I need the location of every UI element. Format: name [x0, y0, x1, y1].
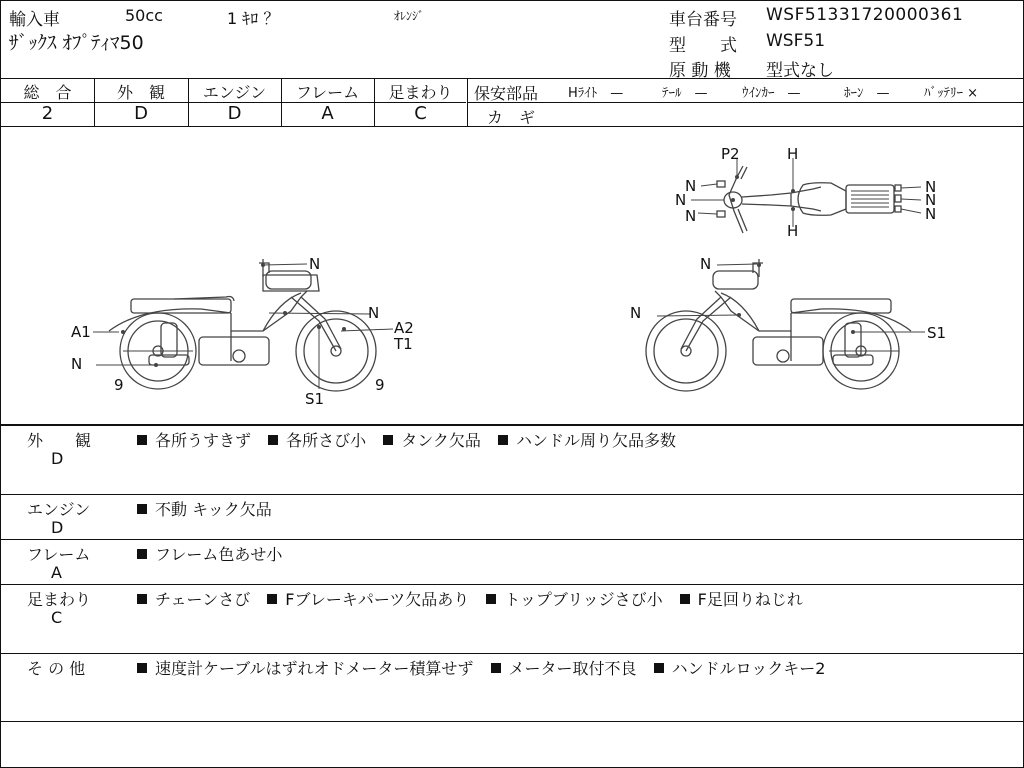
divider: [1, 539, 1023, 540]
detail-item: ハンドルロックキー2: [671, 659, 826, 678]
model-name: ｻﾞｯｸｽ ｵﾌﾟﾃｨﾏ50: [9, 32, 144, 54]
safety-winker: ｳｲﾝｶｰ —: [742, 86, 801, 101]
diagram-label-h-top: H: [787, 145, 799, 163]
bullet-icon: [268, 435, 278, 445]
diagram-label-t1: T1: [394, 335, 413, 353]
divider: [1, 584, 1023, 585]
bullet-icon: [680, 594, 690, 604]
detail-item: ハンドル周り欠品多数: [516, 431, 677, 450]
grade-engine-label: エンジン: [202, 83, 267, 102]
bullet-icon: [137, 594, 147, 604]
diagram-label-a1: A1: [71, 323, 91, 341]
engine-type-value: 型式なし: [766, 61, 834, 81]
detail-item: Fブレーキパーツ欠品あり: [285, 590, 470, 609]
diagram-label-n: N: [925, 178, 937, 196]
bullet-icon: [137, 435, 147, 445]
diagram-label-n: N: [685, 177, 697, 195]
diagram-label-n-top: N: [309, 255, 321, 273]
detail-grade: D: [51, 449, 64, 468]
divider: [1, 721, 1023, 722]
grade-suspension-label: 足まわり: [388, 83, 453, 102]
detail-label: 外 観: [27, 431, 92, 450]
grade-overall-label: 総 合: [23, 83, 72, 102]
safety-tail: ﾃｰﾙ —: [662, 86, 708, 101]
detail-item: メーター取付不良: [508, 659, 637, 678]
model-code-value: WSF51: [766, 31, 826, 51]
bullet-icon: [498, 435, 508, 445]
top-view-motorcycle: [691, 158, 921, 233]
safety-key: カ ギ: [487, 108, 536, 127]
detail-item: 速度計ケーブルはずれオドメーター積算せず: [155, 659, 474, 678]
bullet-icon: [491, 663, 501, 673]
safety-battery: ﾊﾞｯﾃﾘｰ ×: [924, 86, 979, 101]
detail-item: 各所さび小: [286, 431, 367, 450]
divider: [1, 494, 1023, 495]
grade-frame-value: A: [321, 103, 334, 124]
detail-item: チェーンさび: [155, 590, 251, 609]
grade-engine-value: D: [227, 103, 242, 124]
diagram-label-n-top: N: [700, 255, 712, 273]
bullet-icon: [383, 435, 393, 445]
diagram-label-p2: P2: [721, 145, 740, 163]
detail-grade: A: [51, 563, 62, 582]
diagram-label-n: N: [925, 205, 937, 223]
grade-exterior-label: 外 観: [116, 83, 165, 102]
engine-type-label: 原 動 機: [669, 61, 731, 81]
left-side-motorcycle: [93, 259, 393, 391]
diagram-label-n: N: [675, 191, 687, 209]
divider: [1, 653, 1023, 654]
import-type-label: 輸入車: [9, 10, 60, 30]
grade-suspension-value: C: [414, 103, 427, 124]
detail-item: 各所うすきず: [155, 431, 252, 450]
frame-number-value: WSF51331720000361: [766, 5, 964, 25]
detail-item: フレーム色あせ小: [155, 545, 283, 564]
right-side-motorcycle: [646, 259, 925, 391]
divider: [467, 102, 1023, 103]
diagram-label-n: N: [685, 207, 697, 225]
bullet-icon: [267, 594, 277, 604]
grade-exterior-value: D: [134, 103, 148, 124]
detail-item: タンク欠品: [401, 431, 481, 450]
detail-item: 不動 キック欠品: [155, 500, 272, 519]
detail-grade: C: [51, 608, 63, 627]
diagram-label-n: N: [925, 191, 937, 209]
detail-label: エンジン: [27, 500, 91, 519]
diagram-label-n-seat: N: [368, 304, 380, 322]
bullet-icon: [137, 663, 147, 673]
bullet-icon: [486, 594, 496, 604]
detail-label: そ の 他: [27, 659, 86, 678]
diagram-label-s1: S1: [305, 390, 325, 408]
diagram-label-n-low: N: [71, 355, 83, 373]
detail-item: トップブリッジさび小: [504, 590, 663, 609]
grade-overall-value: 2: [41, 103, 54, 124]
bullet-icon: [137, 549, 147, 559]
displacement-value: 50cc: [125, 6, 163, 25]
diagram-label-s1: S1: [927, 324, 947, 342]
diagram-label-9-rear: 9: [114, 376, 124, 394]
diagram-label-a2: A2: [394, 319, 414, 337]
mileage-value: 1 ｷﾛ ？: [227, 9, 280, 28]
bullet-icon: [654, 663, 664, 673]
divider: [1, 78, 1023, 79]
divider: [1, 424, 1023, 426]
safety-horn: ﾎｰﾝ —: [844, 86, 890, 101]
grade-frame-label: フレーム: [295, 83, 360, 102]
color-value: ｵﾚﾝｼﾞ: [394, 9, 425, 23]
detail-label: 足まわり: [27, 590, 92, 609]
safety-parts-label: 保安部品: [474, 84, 539, 103]
diagram-label-n-front: N: [630, 304, 642, 322]
detail-item: F足回りねじれ: [697, 590, 803, 609]
diagram-label-9-front: 9: [375, 376, 385, 394]
bullet-icon: [137, 504, 147, 514]
diagram-label-h-bottom: H: [787, 222, 799, 240]
damage-diagram: [1, 127, 1023, 425]
detail-label: フレーム: [27, 545, 91, 564]
frame-number-label: 車台番号: [669, 10, 737, 30]
safety-headlight: Hﾗｲﾄ —: [568, 86, 624, 101]
model-code-label: 型 式: [669, 36, 737, 56]
detail-grade: D: [51, 518, 64, 537]
